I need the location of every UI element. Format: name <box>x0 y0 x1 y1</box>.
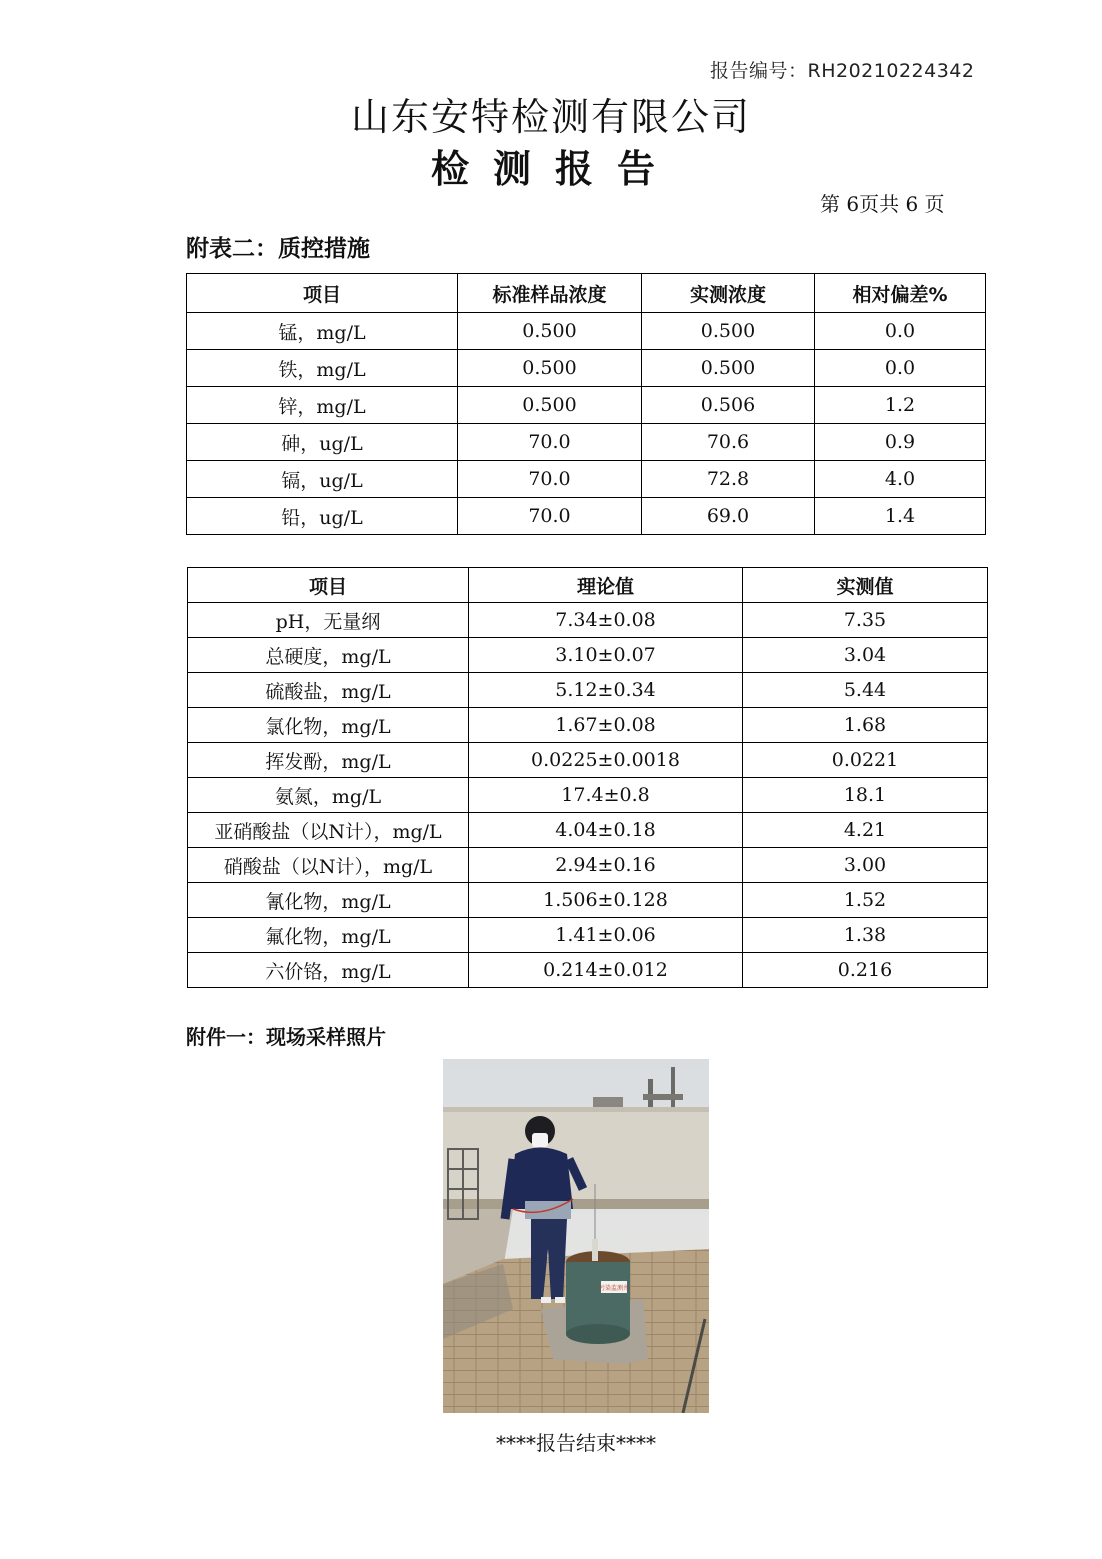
cell-item: 镉，ug/L <box>187 461 458 498</box>
cell-theoretical: 4.04±0.18 <box>469 813 743 848</box>
sampling-site-photo <box>443 1059 709 1413</box>
column-header: 标准样品浓度 <box>458 274 642 313</box>
cell-theoretical: 5.12±0.34 <box>469 673 743 708</box>
cell-theoretical: 1.506±0.128 <box>469 883 743 918</box>
report-number-label: 报告编号： <box>710 60 808 82</box>
table-header-row <box>188 568 988 603</box>
cell-theoretical: 17.4±0.8 <box>469 778 743 813</box>
cell-item: 氟化物，mg/L <box>188 918 469 953</box>
cell-measured: 0.506 <box>642 387 815 424</box>
cell-deviation: 1.4 <box>815 498 986 535</box>
cell-measured: 0.500 <box>642 350 815 387</box>
cell-standard: 70.0 <box>458 498 642 535</box>
table-row <box>187 313 986 350</box>
cell-item: 铅，ug/L <box>187 498 458 535</box>
table-row <box>187 387 986 424</box>
cell-measured: 0.500 <box>642 313 815 350</box>
cell-measured: 3.00 <box>743 848 988 883</box>
cell-standard: 0.500 <box>458 350 642 387</box>
cell-measured: 1.68 <box>743 708 988 743</box>
cell-measured: 4.21 <box>743 813 988 848</box>
cell-deviation: 4.0 <box>815 461 986 498</box>
cell-deviation: 1.2 <box>815 387 986 424</box>
table-row <box>187 424 986 461</box>
cell-theoretical: 1.41±0.06 <box>469 918 743 953</box>
report-number-value: RH20210224342 <box>807 60 975 82</box>
attachment-section-title: 附件一：现场采样照片 <box>186 1025 386 1049</box>
table-row <box>188 603 988 638</box>
cell-measured: 7.35 <box>743 603 988 638</box>
table-row <box>188 778 988 813</box>
cell-measured: 0.0221 <box>743 743 988 778</box>
column-header: 相对偏差% <box>815 274 986 313</box>
cell-measured: 1.38 <box>743 918 988 953</box>
cell-item: 挥发酚，mg/L <box>188 743 469 778</box>
cell-measured: 0.216 <box>743 953 988 988</box>
column-header: 理论值 <box>469 568 743 603</box>
column-header: 实测浓度 <box>642 274 815 313</box>
table-row <box>188 848 988 883</box>
qc-table-theoretical-values <box>187 567 988 988</box>
cell-measured: 72.8 <box>642 461 815 498</box>
cell-item: 氯化物，mg/L <box>188 708 469 743</box>
cell-measured: 69.0 <box>642 498 815 535</box>
cell-theoretical: 0.0225±0.0018 <box>469 743 743 778</box>
table-row <box>188 638 988 673</box>
report-number <box>710 56 974 83</box>
cell-measured: 1.52 <box>743 883 988 918</box>
cell-theoretical: 1.67±0.08 <box>469 708 743 743</box>
cell-item: 锰，mg/L <box>187 313 458 350</box>
cell-item: 锌，mg/L <box>187 387 458 424</box>
cell-item: 亚硝酸盐（以N计），mg/L <box>188 813 469 848</box>
cell-theoretical: 2.94±0.16 <box>469 848 743 883</box>
cell-item: 硝酸盐（以N计），mg/L <box>188 848 469 883</box>
qc-table-standard-samples <box>186 273 986 535</box>
table-row <box>188 673 988 708</box>
cell-standard: 70.0 <box>458 461 642 498</box>
table-row <box>188 813 988 848</box>
column-header: 项目 <box>187 274 458 313</box>
page-indicator: 第 6页共 6 页 <box>820 192 945 216</box>
table-row <box>187 350 986 387</box>
cell-deviation: 0.0 <box>815 313 986 350</box>
cell-item: 总硬度，mg/L <box>188 638 469 673</box>
cell-item: 铁，mg/L <box>187 350 458 387</box>
cell-standard: 0.500 <box>458 313 642 350</box>
cell-theoretical: 7.34±0.08 <box>469 603 743 638</box>
table-header-row <box>187 274 986 313</box>
table-row <box>188 918 988 953</box>
qc-section-title: 附表二：质控措施 <box>186 236 370 262</box>
cell-item: 六价铬，mg/L <box>188 953 469 988</box>
cell-standard: 0.500 <box>458 387 642 424</box>
cell-item: pH，无量纲 <box>188 603 469 638</box>
well-sign-text: 污染监测井 <box>598 1285 630 1292</box>
cell-item: 硫酸盐，mg/L <box>188 673 469 708</box>
column-header: 实测值 <box>743 568 988 603</box>
sampling-photo-illustration <box>443 1059 709 1413</box>
cell-measured: 3.04 <box>743 638 988 673</box>
cell-deviation: 0.9 <box>815 424 986 461</box>
table-row <box>187 498 986 535</box>
table-row <box>188 743 988 778</box>
table-row <box>188 883 988 918</box>
cell-measured: 5.44 <box>743 673 988 708</box>
column-header: 项目 <box>188 568 469 603</box>
cell-item: 砷，ug/L <box>187 424 458 461</box>
cell-theoretical: 3.10±0.07 <box>469 638 743 673</box>
table-row <box>187 461 986 498</box>
cell-item: 氰化物，mg/L <box>188 883 469 918</box>
company-name: 山东安特检测有限公司 <box>350 95 751 139</box>
cell-measured: 18.1 <box>743 778 988 813</box>
table-row <box>188 708 988 743</box>
cell-item: 氨氮，mg/L <box>188 778 469 813</box>
cell-standard: 70.0 <box>458 424 642 461</box>
cell-deviation: 0.0 <box>815 350 986 387</box>
document-title: 检测报告 <box>430 147 679 191</box>
cell-measured: 70.6 <box>642 424 815 461</box>
report-end-mark: ****报告结束**** <box>496 1431 656 1455</box>
cell-theoretical: 0.214±0.012 <box>469 953 743 988</box>
table-row <box>188 953 988 988</box>
